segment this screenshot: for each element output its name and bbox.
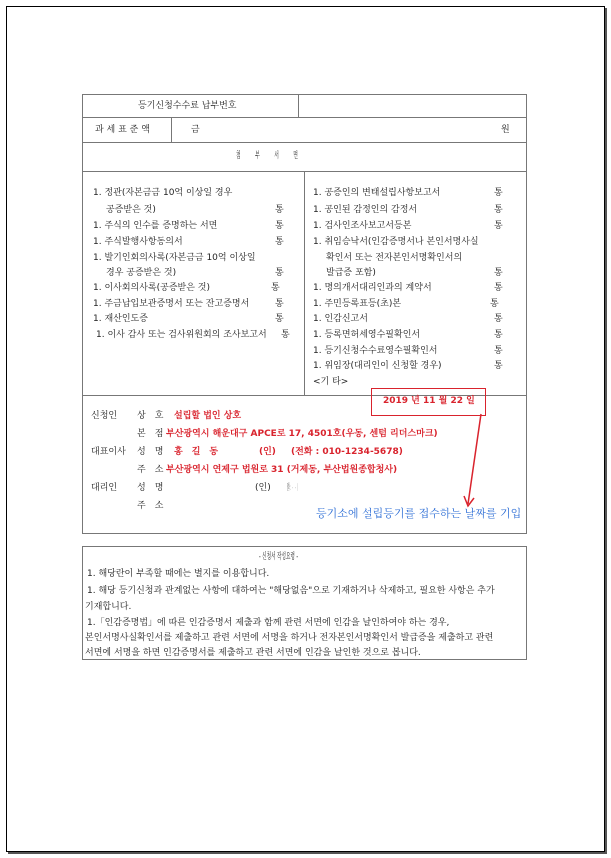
attachment-item: 1. 위임장(대리인이 신청할 경우) [313,361,442,371]
date-annotation: 등기소에 설립등기를 접수하는 날짜를 기입 [316,507,522,520]
attachment-count: 통 [275,314,284,324]
attachment-item: 발급증 포함) [326,268,376,278]
attachment-item: 1. 정관(자본금금 10억 이상일 경우 [93,188,233,198]
guide-line: 기재합니다. [85,602,132,612]
rep-name-value: 홍 길 동 [174,447,219,457]
guide-line: 1. 해당란이 부족할 때에는 별지를 이용합니다. [87,569,270,579]
rep-address-label: 주 소 [137,465,164,475]
annotation-arrow [462,412,486,512]
attachment-item: 1. 명의개서대리인과의 계약서 [313,283,432,293]
attachment-item: 1. 주식발행사항동의서 [93,237,183,247]
attachment-item: 확인서 또는 전자본인서명확인서의 [326,253,463,263]
attachment-item: 1. 재산인도증 [93,314,148,324]
attachment-count: 통 [494,221,503,231]
attachment-count: 통 [494,283,503,293]
attachment-item: 1. 인감신고서 [313,314,368,324]
filing-date: 2019 년 11 월 22 일 [383,396,475,406]
rep-phone: (전화 : 010-1234-5678) [291,447,403,457]
attachments-title: 첨 부 서 면 [236,151,298,161]
attachment-item: 경우 공증받은 것) [106,268,177,278]
attachment-item: 1. 등기신청수수료영수필확인서 [313,346,438,356]
rep-seal: (인) [259,447,276,457]
attachment-count: 통 [275,268,284,278]
attachment-item: 1. 공인된 감정인의 감정서 [313,205,418,215]
attachment-other: <기 타> [313,377,349,387]
attachment-item: 1. 주식의 인수를 증명하는 서면 [93,221,218,231]
attachment-item: 1. 주금납입보관증명서 또는 잔고증명서 [93,299,250,309]
attachment-item: 1. 이사 감사 또는 검사위원회의 조사보고서 [96,330,267,340]
attachment-count: 통 [494,205,503,215]
row-divider [82,117,526,118]
attachment-count: 통 [494,314,503,324]
tax-base-prefix: 금 [191,125,200,135]
attachment-count: 통 [494,361,503,371]
guide-line: 본인서명사실확인서를 제출하고 관련 서면에 서명을 하거나 전자본인서명확인서 발급증을 제출하고 관련 [85,633,494,643]
head-office-label: 본 점 [137,429,164,439]
col-divider [171,117,172,142]
guide-line: 1.「인감증명법」에 따른 인감증명서 제출과 함께 관련 서면에 인감을 날인하여야 하는 경우, [87,618,450,628]
attachment-item: 1. 주민등록표등(초)본 [313,299,402,309]
guide-title: - 신청서 작성요령 - [259,552,299,562]
fee-payment-number-label: 등기신청수수료 납부번호 [138,101,237,111]
attachment-count: 통 [271,283,280,293]
representative-label: 대표이사 [91,447,126,457]
applicant-label: 신청인 [91,411,118,421]
attachment-count: 통 [281,330,290,340]
agent-address-label: 주 소 [137,501,164,511]
rep-address-value: 부산광역시 연제구 법원로 31 (거제동, 부산법원종합청사) [166,465,398,475]
head-office-value: 부산광역시 해운대구 APCE로 17, 4501호(우동, 센텀 리더스마크) [166,429,438,439]
attachment-count: 통 [275,205,284,215]
attachment-item: 1. 검사인조사보고서등본 [313,221,412,231]
trade-name-value: 설립할 법인 상호 [174,411,242,421]
agent-label: 대리인 [91,483,118,493]
attachment-count: 통 [490,299,499,309]
attachment-count: 통 [275,237,284,247]
agent-name-label: 성 명 [137,483,164,493]
attachment-count: 통 [494,330,503,340]
col-divider [298,94,299,117]
rep-name-label: 성 명 [137,447,164,457]
attachment-item: 1. 발기인회의사록(자본금금 10억 이상일 [93,253,256,263]
attachment-item: 1. 이사회의사록(공증받은 것) [93,283,210,293]
attachment-item: 1. 공증인의 변태설립사항보고서 [313,188,441,198]
attachment-item: 1. 취임승낙서(인감증명서나 본인서명사실 [313,237,479,247]
tax-base-label: 과 세 표 준 액 [95,125,150,135]
trade-name-label: 상 호 [137,411,164,421]
guide-line: 1. 해당 등기신청과 관계없는 사항에 대하여는 "해당없음"으로 기재하거나 삭제하고, 필요한 사항은 추가 [87,586,495,596]
attachment-count: 통 [275,221,284,231]
col-divider [304,171,305,395]
attachment-count: 통 [494,346,503,356]
attachment-item: 공증받은 것) [106,205,156,215]
agent-phone: (전화 : - - ) [287,483,298,493]
tax-base-unit: 원 [501,125,510,135]
attachment-item: 1. 등록면허세영수필확인서 [313,330,421,340]
agent-seal: (인) [255,483,271,493]
attachment-count: 통 [494,188,503,198]
row-divider [82,142,526,143]
guide-line: 서면에 서명을 하면 인감증명서를 제출하고 관련 서면에 인감을 날인한 것으로 봅니다. [85,648,421,658]
attachment-count: 통 [494,268,503,278]
attachment-count: 통 [275,299,284,309]
